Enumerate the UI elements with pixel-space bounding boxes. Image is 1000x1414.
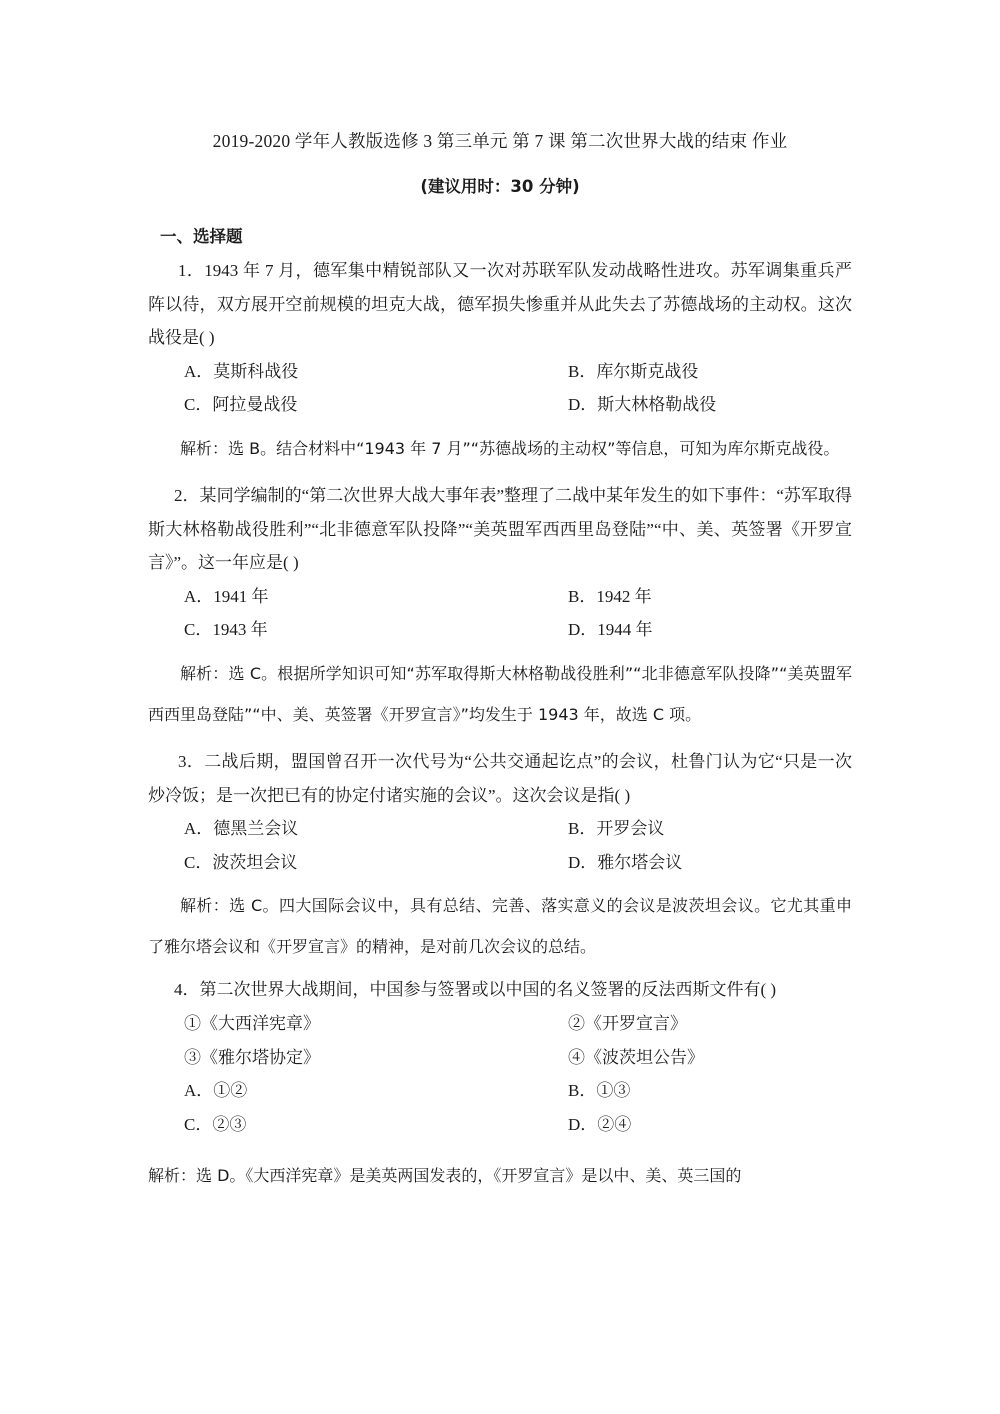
question-2-option-c[interactable]: C．1943 年 [184, 620, 268, 640]
question-1-option-b[interactable]: B．库尔斯克战役 [568, 361, 699, 381]
spacer [148, 469, 852, 479]
question-4-item-1: ①《大西洋宪章》 [184, 1013, 320, 1033]
question-1-option-a[interactable]: A．莫斯科战役 [184, 361, 299, 381]
question-2-option-d[interactable]: D．1944 年 [568, 620, 653, 640]
question-3-explanation: 解析：选 C。四大国际会议中，具有总结、完善、落实意义的会议是波茨坦会议。它尤其重申了雅尔塔会议和《开罗宣言》的精神，是对前几次会议的总结。 [148, 896, 852, 957]
question-4-explanation: 解析：选 D。《大西洋宪章》是美英两国发表的，《开罗宣言》是以中、美、英三国的 [148, 1166, 742, 1186]
question-3-option-d[interactable]: D．雅尔塔会议 [568, 852, 683, 872]
question-3-option-c[interactable]: C．波茨坦会议 [184, 852, 298, 872]
question-2-option-a[interactable]: A．1941 年 [184, 586, 269, 606]
question-4-option-d[interactable]: D．②④ [568, 1114, 632, 1134]
question-3-option-a[interactable]: A．德黑兰会议 [184, 819, 299, 839]
question-4-items [148, 1007, 852, 1141]
question-1-option-c[interactable]: C．阿拉曼战役 [184, 395, 298, 415]
spacer [148, 1141, 852, 1155]
question-1-options [148, 355, 852, 422]
question-4-option-b[interactable]: B．①③ [568, 1081, 631, 1101]
question-4-stem: 4．第二次世界大战期间，中国参与签署或以中国的名义签署的反法西斯文件有( ) [174, 980, 777, 1000]
section-heading-multiple-choice: 一、选择题 [160, 227, 243, 246]
question-4-option-c[interactable]: C．②③ [184, 1114, 247, 1134]
question-3-option-b[interactable]: B．开罗会议 [568, 819, 665, 839]
question-2-options [148, 580, 852, 647]
spacer [148, 735, 852, 745]
question-1-option-d[interactable]: D．斯大林格勒战役 [568, 395, 717, 415]
question-2-option-b[interactable]: B．1942 年 [568, 586, 652, 606]
question-4-option-a[interactable]: A．①② [184, 1081, 248, 1101]
option-row [148, 1041, 852, 1075]
question-4-item-2: ②《开罗宣言》 [568, 1013, 687, 1033]
question-1-explanation: 解析：选 B。结合材料中“1943 年 7 月”“苏德战场的主动权”等信息，可知为库尔斯克战役。 [180, 438, 840, 458]
option-row [148, 1007, 852, 1041]
option-row [148, 580, 852, 614]
question-4-item-3: ③《雅尔塔协定》 [184, 1047, 320, 1067]
page-title: 2019-2020 学年人教版选修 3 第三单元 第 7 课 第二次世界大战的结束 作业 [212, 131, 788, 151]
option-row [148, 812, 852, 846]
question-2-stem: 2．某同学编制的“第二次世界大战大事年表”整理了二战中某年发生的如下事件：“苏军取得斯大林格勒战役胜利”“北非德意军队投降”“美英盟军西西里岛登陆”“中、美、英签署《开罗宣言》”。这一年应是( ) [148, 485, 852, 573]
question-4-item-4: ④《波茨坦公告》 [568, 1047, 704, 1067]
page-content [148, 0, 852, 1196]
option-row [148, 1074, 852, 1108]
page-subtitle: (建议用时：30 分钟) [420, 177, 580, 196]
option-row [148, 613, 852, 647]
option-row [148, 1108, 852, 1142]
question-2-explanation: 解析：选 C。根据所学知识可知“苏军取得斯大林格勒战役胜利”“北非德意军队投降”“美英盟军西西里岛登陆”“中、美、英签署《开罗宣言》”均发生于 1943 年，故选 C 项。 [148, 663, 852, 724]
question-1-stem: 1．1943 年 7 月，德军集中精锐部队又一次对苏联军队发动战略性进攻。苏军调集重兵严阵以待，双方展开空前规模的坦克大战，德军损失惨重并从此失去了苏德战场的主动权。这次战役是( ) [148, 261, 852, 348]
option-row [148, 846, 852, 880]
option-row [148, 355, 852, 389]
question-3-stem: 3．二战后期，盟国曾召开一次代号为“公共交通起讫点”的会议，杜鲁门认为它“只是一次炒冷饭；是一次把已有的协定付诸实施的会议”。这次会议是指( ) [148, 751, 852, 805]
option-row [148, 388, 852, 422]
question-3-options [148, 812, 852, 879]
